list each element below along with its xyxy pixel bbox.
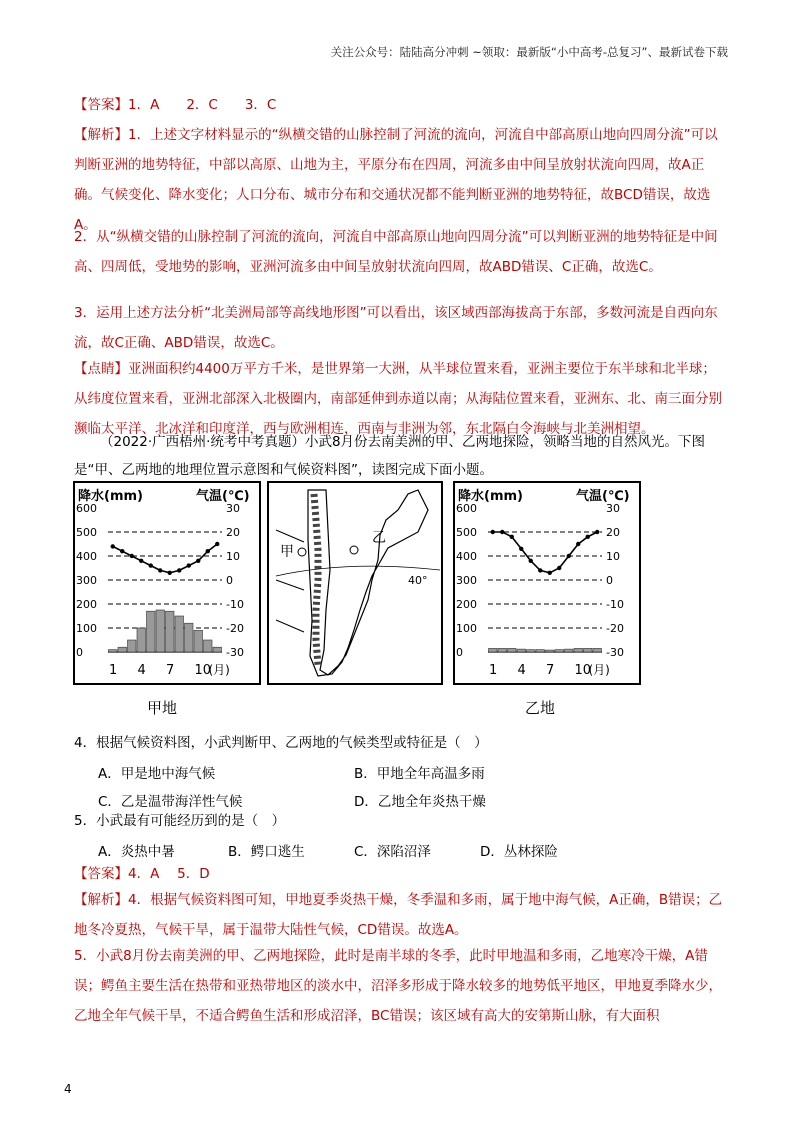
chart-b-x-unit: (月) [588, 663, 610, 677]
chart-a-left-tick: 200 [76, 598, 97, 611]
chart-b-precip-bar [498, 648, 507, 652]
chart-b-right-tick: 10 [606, 550, 620, 563]
chart-b-right-tick: -10 [606, 598, 624, 611]
site-b-marker [350, 546, 358, 554]
chart-a-temp-point [111, 544, 115, 548]
analysis-2: 2．从“纵横交错的山脉控制了河流的流向，河流自中部高原山地向四周分流”可以判断亚洲的地势特征是中间高、四周低，受地势的影响，亚洲河流多由中间呈放射状流向四周，故ABD错误、C正确，故选C。 [74, 229, 718, 275]
map [268, 482, 442, 684]
chart-b-left-tick: 500 [456, 526, 477, 539]
analysis-1: 【解析】1．上述文字材料显示的“纵横交错的山脉控制了河流的流向，河流自中部高原山地向四周分流”可以判断亚洲的地势特征，中部以高原、山地为主，平原分布在四周，河流多由中间呈放射状流向四周，故A正确。气候变化、降水变化；人口分布、城市分布和交通状况都不能判断亚洲的地势特征，故BCD错误，故选A。 [74, 127, 718, 233]
chart-b-precip-bar [508, 648, 517, 652]
chart-a-temp-point [187, 563, 191, 567]
chart-a-left-tick: 600 [76, 502, 97, 515]
chart-b-right-tick: -30 [606, 646, 624, 659]
chart-b-left-tick: 0 [456, 646, 463, 659]
chart-b-temp-point [557, 566, 561, 570]
page-header: 关注公众号：陆陆高分冲刺 ~领取：最新版“小中高考-总复习”、最新试卷下载 [330, 45, 728, 59]
page-number: 4 [64, 1082, 72, 1096]
chart-a-right-tick: 30 [226, 502, 240, 515]
chart-b-precip-bar [489, 648, 498, 652]
chart-a-precip-bar [109, 650, 118, 652]
chart-b-precip-bar [536, 650, 545, 652]
chart-a-temp-point [139, 559, 143, 563]
chart-a-x-tick: 10 [194, 663, 212, 678]
chart-b-temp-point [500, 530, 504, 534]
chart-b-temp-point [586, 535, 590, 539]
chart-a-precip-bar [204, 640, 213, 652]
chart-b-precip-bar [584, 648, 593, 652]
chart-b-precip-bar [527, 650, 536, 652]
chart-b-right-tick: -20 [606, 622, 624, 635]
map-label-b: 乙 [372, 530, 386, 546]
chart-a-right-tick: -10 [226, 598, 244, 611]
key-point: 【点睛】亚洲面积约4400万平方千米，是世界第一大洲，从半球位置来看，亚洲主要位于东半球和北半球；从纬度位置来看，亚洲北部深入北极圈内，南部延伸到赤道以南；从海陆位置来看，亚洲东、北、南三面分别濒临太平洋、北冰洋和印度洋，西与欧洲相连，西南与非洲为邻，东北隔白令海峡与北美洲相望。 [74, 361, 722, 437]
chart-b-temp-point [538, 568, 542, 572]
chart-a-temp-label: 气温(℃) [196, 489, 250, 504]
chart-a-left-tick: 100 [76, 622, 97, 635]
answer-1-3: 【答案】1．A 2．C 3．C [74, 97, 277, 113]
chart-b-precip-bar [593, 648, 602, 652]
chart-a-temp-point [158, 568, 162, 572]
chart-b-x-tick: 10 [574, 663, 592, 678]
chart-a-temp-point [206, 549, 210, 553]
q4-option-a: A．甲是地中海气候 [98, 766, 216, 782]
chart-a-temp-point [149, 563, 153, 567]
chart-a-x-tick: 1 [109, 663, 118, 678]
chart-a-left-tick: 400 [76, 550, 97, 563]
chart-a-right-tick: -30 [226, 646, 244, 659]
chart-a-precip-bar [175, 616, 184, 652]
chart-a-temp-point [196, 559, 200, 563]
q5-option-c: C．深陷沼泽 [354, 844, 431, 860]
chart-b-temp-point [548, 571, 552, 575]
chart-a-precip-label: 降水(mm) [78, 489, 143, 504]
chart-a-precip-bar [194, 630, 203, 652]
site-a-marker [298, 548, 306, 556]
chart-a-right-tick: 0 [226, 574, 233, 587]
chart-a-right-tick: 10 [226, 550, 240, 563]
q5-option-d: D．丛林探险 [480, 844, 558, 860]
analysis-5: 5．小武8月份去南美洲的甲、乙两地探险，此时是南半球的冬季，此时甲地温和多雨，乙地寒冷干燥，A错误；鳄鱼主要生活在热带和亚热带地区的淡水中，沼泽多形成于降水较多的地势低平地区，甲地夏季降水少，乙地全年气候干旱，不适合鳄鱼生活和形成沼泽，BC错误；该区域有高大的安第斯山脉，有大面积 [74, 948, 722, 1024]
caption-b: 乙地 [525, 699, 556, 717]
chart-a-precip-bar [137, 628, 146, 652]
q5-option-b: B．鳄口逃生 [228, 844, 305, 860]
analysis-3: 3．运用上述方法分析“北美洲局部等高线地形图”可以看出，该区域西部海拔高于东部，多数河流是自西向东流，故C正确、ABD错误，故选C。 [74, 305, 718, 351]
q4-option-c: C．乙是温带海洋性气候 [98, 794, 243, 810]
chart-a-x-tick: 4 [137, 663, 146, 678]
chart-b-left-tick: 300 [456, 574, 477, 587]
question-5: 5．小武最有可能经历到的是（ ） [74, 813, 286, 829]
climate-figure [72, 480, 732, 720]
map-latitude-label: 40° [408, 574, 428, 587]
chart-b-precip-bar [555, 650, 564, 652]
chart-b-right-tick: 0 [606, 574, 613, 587]
chart-b-temp-point [567, 554, 571, 558]
chart-b-precip-label: 降水(mm) [458, 489, 523, 504]
chart-a [74, 482, 260, 684]
chart-b-x-tick: 7 [546, 663, 555, 678]
chart-a-right-tick: -20 [226, 622, 244, 635]
chart-a-left-tick: 300 [76, 574, 97, 587]
chart-a-temp-point [168, 571, 172, 575]
chart-a-x-unit: (月) [208, 663, 230, 677]
chart-b-precip-bar [517, 649, 526, 652]
chart-a-left-tick: 0 [76, 646, 83, 659]
chart-b-left-tick: 100 [456, 622, 477, 635]
chart-a-temp-point [130, 554, 134, 558]
chart-b-temp-point [491, 530, 495, 534]
chart-b-temp-point [595, 530, 599, 534]
analysis-4: 【解析】4．根据气候资料图可知，甲地夏季炎热干燥，冬季温和多雨，属于地中海气候，A正确，B错误；乙地冬冷夏热，气候干旱，属于温带大陆性气候，CD错误。故选A。 [74, 892, 723, 938]
chart-a-temp-point [120, 549, 124, 553]
q5-option-a: A．炎热中暑 [98, 844, 175, 860]
chart-b-right-tick: 30 [606, 502, 620, 515]
chart-b-temp-point [529, 559, 533, 563]
question-intro: （2022·广西梧州·统考中考真题）小武8月份去南美洲的甲、乙两地探险，领略当地的自然风光。下图是“甲、乙两地的地理位置示意图和气候资料图”，读图完成下面小题。 [74, 434, 706, 478]
chart-a-precip-bar [185, 623, 194, 652]
chart-a-x-tick: 7 [166, 663, 175, 678]
chart-a-temp-point [177, 568, 181, 572]
chart-b-precip-bar [546, 650, 555, 652]
chart-b-temp-point [510, 535, 514, 539]
chart-b-temp-point [519, 547, 523, 551]
andes-mountains [314, 494, 318, 665]
chart-a-left-tick: 500 [76, 526, 97, 539]
chart-b [454, 482, 640, 684]
answer-4-5: 【答案】4．A 5．D [74, 866, 210, 882]
chart-b-temp-label: 气温(℃) [576, 489, 630, 504]
chart-a-precip-bar [156, 610, 165, 652]
chart-b-x-tick: 1 [489, 663, 498, 678]
chart-b-left-tick: 200 [456, 598, 477, 611]
chart-a-precip-bar [147, 611, 156, 652]
q4-option-b: B．甲地全年高温多雨 [354, 766, 485, 782]
chart-b-left-tick: 600 [456, 502, 477, 515]
chart-b-temp-point [576, 542, 580, 546]
chart-b-x-tick: 4 [517, 663, 526, 678]
question-4: 4．根据气候资料图，小武判断甲、乙两地的气候类型或特征是（ ） [74, 735, 488, 751]
chart-b-right-tick: 20 [606, 526, 620, 539]
caption-a: 甲地 [147, 699, 178, 717]
chart-a-precip-bar [213, 647, 222, 652]
map-label-a: 甲 [280, 544, 294, 560]
q4-option-d: D．乙地全年炎热干燥 [354, 794, 486, 810]
chart-a-precip-bar [128, 640, 137, 652]
chart-b-left-tick: 400 [456, 550, 477, 563]
chart-b-precip-bar [565, 649, 574, 652]
chart-a-precip-bar [166, 611, 175, 652]
chart-a-right-tick: 20 [226, 526, 240, 539]
chart-a-temp-point [215, 542, 219, 546]
chart-a-precip-bar [118, 647, 127, 652]
chart-b-precip-bar [574, 648, 583, 652]
